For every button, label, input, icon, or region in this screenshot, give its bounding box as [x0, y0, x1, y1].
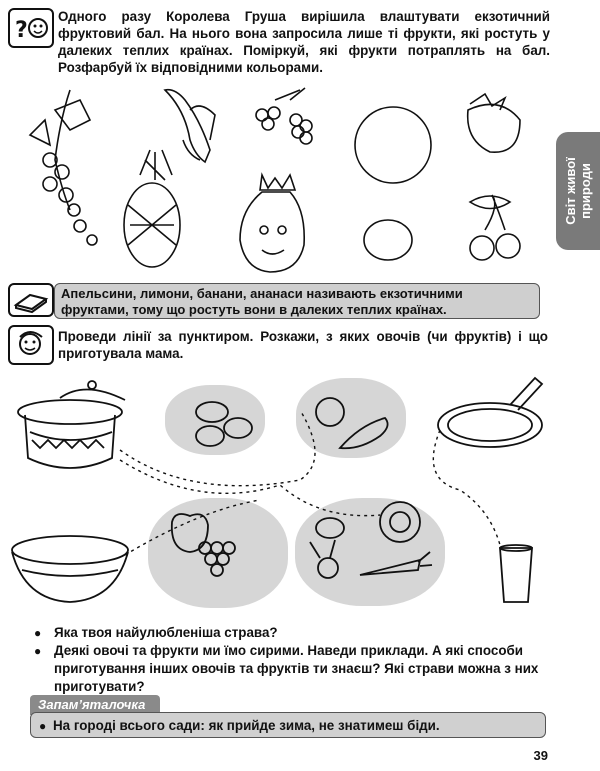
tomato-icon [316, 398, 344, 426]
section-tab [556, 132, 600, 250]
book-icon [8, 283, 54, 317]
question-1: ● Яка твоя найулюбленіша страва? [32, 624, 552, 642]
section-tab-line2: природи [578, 163, 593, 219]
cherry-icon [470, 195, 520, 260]
beet-icon [310, 540, 338, 578]
raspberry-icon [256, 88, 312, 144]
task1-text: Одного разу Королева Груша вирішила влаштувати екзотичний фруктовий бал. На нього вона запросила лише ті фрукти, які ростуть у далеких теплих країнах. Поміркуй, які фрукти потраплять на бал. Розфарбуй їх відповідними кольорами. [58, 9, 550, 75]
potatoes-icon [196, 402, 252, 446]
remember-text: ● На городі всього сади: як прийде зима, не знатимеш біди. [30, 712, 546, 738]
kitchen-illustration [0, 370, 560, 620]
fruits-illustration [0, 80, 560, 275]
info-box: Апельсини, лимони, банани, ананаси називають екзотичними фруктами, тому що ростуть вони в далеких теплих країнах. [54, 283, 540, 319]
pineapple-icon [124, 150, 180, 267]
grapes-icon [199, 542, 235, 576]
remember-label: Запам’яталочка [30, 695, 160, 715]
frying-pan-icon [438, 378, 542, 447]
orange-icon [355, 107, 431, 183]
strawberry-icon [468, 94, 520, 152]
section-tab-line1: Світ живої [563, 157, 578, 225]
cabbage-icon [380, 502, 420, 542]
task2-text: Проведи лінії за пунктиром. Розкажи, з яких овочів (чи фруктів) і що приготувала мама. [58, 329, 548, 361]
potato-icon [316, 518, 344, 538]
question-task-icon [8, 8, 54, 48]
questions-list [32, 624, 552, 696]
lemon-icon [364, 220, 412, 260]
apple-icon [172, 514, 208, 552]
question-2: ● Деякі овочі та фрукти ми їмо сирими. Наведи приклади. А які способи приготування інших овочів та фруктів ти знаєш? Які страви можна з них приготувати? [32, 642, 552, 696]
carrot-icon [360, 552, 432, 575]
child-task-icon [8, 325, 54, 365]
cucumber-icon [340, 418, 388, 448]
bowl-icon [12, 536, 128, 602]
svg-text:?: ? [15, 18, 28, 43]
pot-icon [18, 381, 125, 468]
queen-pear-icon [240, 175, 304, 272]
banana-icon [165, 90, 215, 162]
page-number: 39 [533, 748, 548, 763]
glass-icon [500, 545, 532, 602]
currant-icon [30, 90, 97, 245]
